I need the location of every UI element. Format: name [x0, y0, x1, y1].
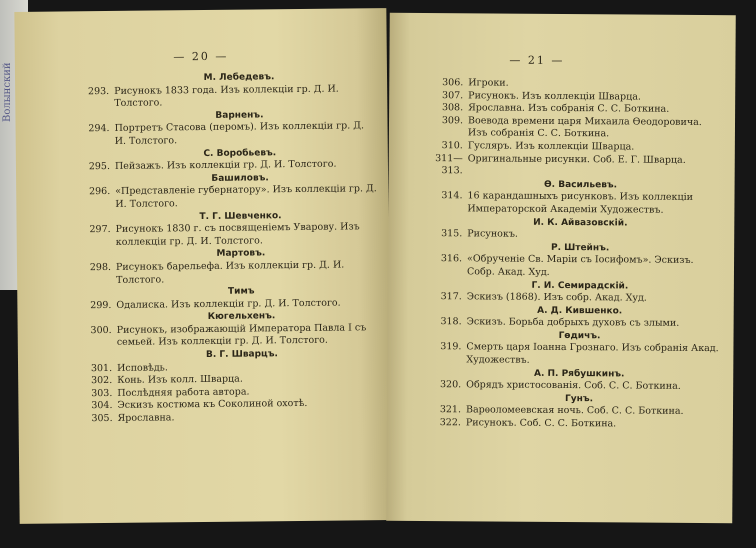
entry-description: Рисунокъ.	[467, 228, 518, 240]
entry-description: Рисунокъ. Изъ коллекціи Шварца.	[468, 89, 641, 103]
catalog-entry	[421, 153, 721, 180]
entry-number: 314.	[441, 190, 463, 202]
entry-description: Пейзажъ. Изъ коллекціи гр. Д. И. Толстого.	[114, 158, 337, 173]
entry-number: 300.	[90, 324, 112, 337]
artist-heading: А. Д. Кившенко.	[537, 305, 623, 317]
entry-description: Эскизъ костюма къ Соколиной охотѣ.	[117, 398, 308, 412]
entry-number: 322.	[439, 417, 461, 429]
entry-number: 319.	[440, 341, 462, 353]
entry-number: 309.	[441, 114, 464, 127]
artist-heading: Варненъ.	[215, 110, 264, 121]
catalog-list-right	[419, 77, 721, 432]
entry-number: 316.	[440, 253, 463, 265]
entry-number: 311—313.	[435, 152, 463, 177]
catalog-entry	[419, 379, 719, 394]
entry-number: 307.	[442, 89, 464, 101]
catalog-entry	[85, 410, 381, 426]
entry-description: Гусляръ. Изъ коллекціи Шварца.	[467, 140, 635, 153]
catalog-entry	[421, 115, 721, 142]
entry-number: 297.	[89, 224, 111, 236]
catalog-entry	[420, 316, 720, 331]
entry-number: 295.	[88, 161, 111, 173]
entry-number: 304.	[91, 400, 113, 412]
entry-description: Исповѣдь.	[117, 362, 168, 374]
entry-description: Одалиска. Изъ коллекціи гр. Д. И. Толстого.	[116, 297, 341, 311]
catalog-list-left	[81, 70, 381, 426]
catalog-entry	[81, 83, 377, 111]
artist-heading: Башиловъ.	[211, 173, 269, 184]
entry-description: Портретъ Стасова (перомъ). Изъ коллекціи гр. Д. И. Толстого.	[114, 120, 365, 147]
catalog-entry	[420, 228, 720, 243]
entry-number: 306.	[442, 77, 464, 89]
artist-heading: Г. И. Семирадскій.	[531, 280, 629, 291]
entry-description: «Представленіе губернатору». Изъ коллекціи гр. Д. И. Толстого.	[115, 183, 377, 210]
entry-description: Воевода времени царя Михаила Ѳеодоровича. Изъ собранія С. С. Боткина.	[467, 115, 702, 140]
catalog-entry	[420, 253, 720, 280]
entry-description: Обрядъ христосованія. Соб. С. С. Боткина.	[466, 379, 681, 393]
entry-number: 320.	[439, 379, 462, 391]
entry-description: Конь. Изъ колл. Шварца.	[117, 373, 243, 387]
entry-description: Варѳоломеевская ночь. Соб. С. С. Боткина.	[465, 404, 684, 418]
entry-number: 303.	[91, 387, 113, 400]
entry-description: Ярославна. Изъ собранія С. С. Боткина.	[468, 102, 670, 115]
right-page	[386, 13, 736, 523]
catalog-entry	[419, 417, 719, 432]
entry-number: 301.	[90, 362, 113, 374]
entry-description: Игроки.	[468, 77, 509, 89]
artist-heading: Гѳдичъ.	[558, 330, 601, 342]
entry-description: Рисунокъ, изображающій Императора Павла I съ семьей. Изъ коллекціи гр. Д. И. Толстого.	[116, 322, 367, 349]
artist-heading: Т. Г. Шевченко.	[199, 210, 282, 222]
entry-number: 296.	[89, 186, 111, 198]
artist-heading: В. Г. Шварцъ.	[205, 349, 278, 361]
artist-heading: Мартовъ.	[216, 248, 266, 260]
entry-description: Эскизъ. Борьба добрыхъ духовъ съ злыми.	[466, 316, 680, 330]
entry-number: 298.	[89, 261, 112, 274]
catalog-entry	[82, 184, 378, 212]
entry-description: Послѣдняя работа автора.	[117, 386, 250, 399]
entry-number: 305.	[91, 412, 113, 425]
artist-heading: М. Лебедевъ.	[203, 72, 275, 83]
artist-heading: Ѳ. Васильевъ.	[544, 179, 618, 191]
entry-number: 318.	[440, 316, 462, 328]
artist-heading: С. Воробьевъ.	[203, 147, 277, 159]
entry-description: «Обрученіе Св. Маріи съ Іосифомъ». Эскизъ. Собр. Акад. Худ.	[466, 253, 694, 278]
entry-number: 317.	[440, 291, 462, 303]
left-page	[14, 8, 391, 524]
entry-number: 294.	[88, 123, 110, 135]
catalog-entry	[83, 259, 379, 287]
catalog-entry	[84, 322, 380, 350]
artist-heading: Кюгельхенъ.	[207, 311, 276, 323]
entry-number: 293.	[87, 85, 110, 97]
artist-heading: И. К. Айвазовскій.	[533, 217, 628, 228]
catalog-entry	[83, 221, 379, 249]
catalog-entry	[82, 121, 378, 149]
entry-description: Ярославна.	[117, 412, 175, 424]
artist-heading: А. П. Рябушкинъ.	[533, 368, 625, 380]
handwritten-margin-note: Волынский	[2, 62, 13, 122]
page-number-right: — 21 —	[509, 53, 565, 68]
entry-number: 321.	[439, 404, 462, 416]
entry-number: 299.	[90, 299, 112, 311]
entry-number: 310.	[441, 140, 463, 152]
entry-number: 302.	[90, 375, 113, 387]
catalog-entry	[420, 190, 720, 217]
entry-description: Рисунокъ 1833 года. Изъ коллекціи гр. Д. И. Толстого.	[114, 83, 339, 110]
artist-heading: Гунъ.	[565, 393, 594, 405]
entry-description: Эскизъ (1868). Изъ собр. Акад. Худ.	[466, 291, 647, 304]
entry-number: 308.	[441, 102, 464, 114]
catalog-entry	[419, 341, 719, 368]
artist-heading: Р. Штейнъ.	[550, 242, 610, 254]
artist-heading: Тимъ	[227, 286, 255, 297]
entry-description: Рисунокъ барельефа. Изъ коллекціи гр. Д. И. Толстого.	[115, 259, 345, 286]
entry-number: 315.	[441, 228, 463, 240]
entry-description: Рисунокъ. Соб. С. С. Боткина.	[465, 417, 617, 430]
entry-description: Рисунокъ 1830 г. съ посвященіемъ Уварову. Изъ коллекціи гр. Д. И. Толстого.	[115, 221, 360, 248]
catalog-entry	[420, 291, 720, 306]
entry-description: Смерть царя Іоанна Грознаго. Изъ собранія Акад. Художествъ.	[466, 341, 719, 366]
entry-description: Оригинальные рисунки. Соб. Е. Г. Шварца.	[467, 152, 686, 166]
entry-description: 16 карандашныхъ рисунковъ. Изъ коллекціи Императорской Академіи Художествъ.	[467, 190, 694, 216]
page-number-left: — 20 —	[173, 49, 229, 64]
